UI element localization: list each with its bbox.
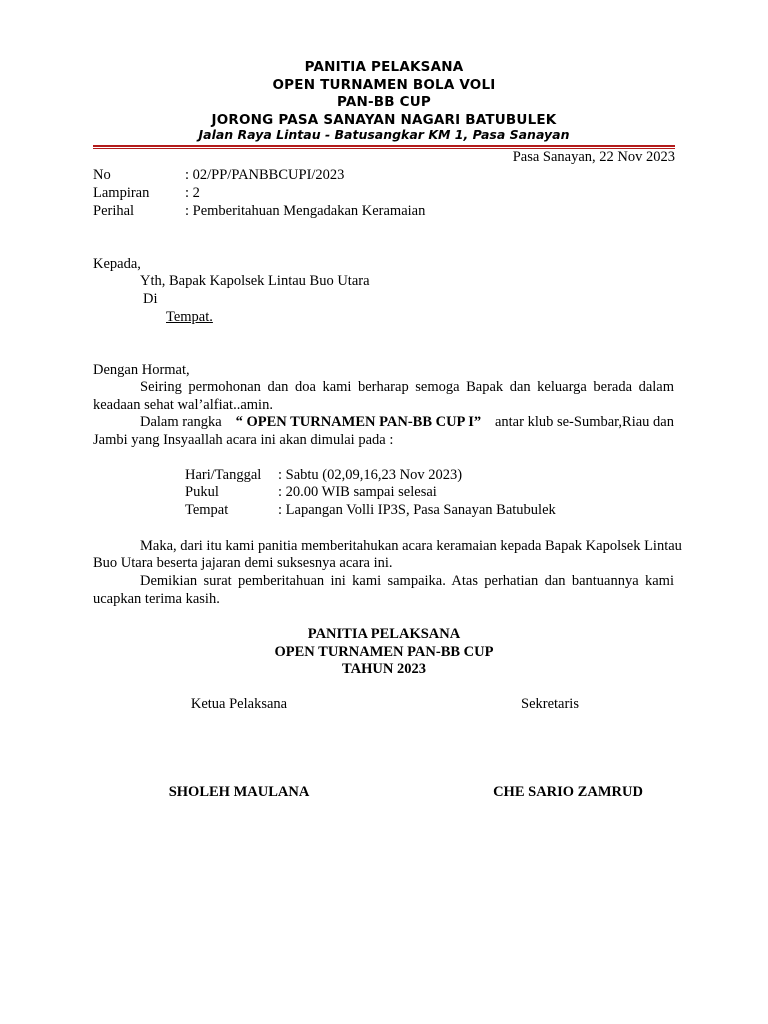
signature-right-name: CHE SARIO ZAMRUD	[493, 784, 643, 800]
paragraph-1-line-1: Seiring permohonan dan doa kami berharap semoga Bapak dan keluarga berada dalam	[140, 379, 674, 395]
schedule-pukul-label: Pukul	[185, 484, 219, 500]
meta-lampiran-value: : 2	[185, 185, 200, 201]
header-rule-thick	[93, 145, 675, 147]
signature-left-name: SHOLEH MAULANA	[168, 784, 310, 800]
schedule-hari-value: : Sabtu (02,09,16,23 Nov 2023)	[278, 467, 463, 483]
paragraph-1-line-2: keadaan sehat wal’alfiat..amin.	[93, 397, 273, 413]
paragraph-4-line-1: Demikian surat pemberitahuan ini kami sampaika. Atas perhatian dan bantuannya kami	[140, 573, 674, 589]
paragraph-4-line-2: ucapkan terima kasih.	[93, 591, 220, 607]
schedule-tempat-value: : Lapangan Volli IP3S, Pasa Sanayan Batubulek	[278, 502, 556, 518]
recipient-name: Yth, Bapak Kapolsek Lintau Buo Utara	[140, 273, 370, 289]
schedule-tempat-label: Tempat	[185, 502, 229, 518]
meta-perihal-label: Perihal	[93, 203, 135, 219]
header-cup-name: PAN-BB CUP	[336, 94, 432, 110]
signature-org-3: TAHUN 2023	[342, 661, 426, 677]
signature-left-role: Ketua Pelaksana	[190, 696, 288, 712]
paragraph-2-post: antar klub se-Sumbar,Riau dan	[494, 414, 674, 430]
meta-no-value: : 02/PP/PANBBCUPI/2023	[185, 167, 345, 183]
header-address: Jalan Raya Lintau - Batusangkar KM 1, Pasa Sanayan	[198, 127, 570, 142]
meta-lampiran-label: Lampiran	[93, 185, 150, 201]
paragraph-2-pre: Dalam rangka	[140, 414, 222, 430]
recipient-di: Di	[143, 291, 158, 307]
recipient-tempat: Tempat.	[166, 309, 213, 325]
header-event-name: OPEN TURNAMEN BOLA VOLI	[272, 77, 496, 93]
place-date: Pasa Sanayan, 22 Nov 2023	[512, 149, 675, 165]
meta-no-label: No	[93, 167, 111, 183]
meta-perihal-value: : Pemberitahuan Mengadakan Keramaian	[185, 203, 426, 219]
paragraph-2-line-2: Jambi yang Insyaallah acara ini akan dimulai pada :	[93, 432, 394, 448]
paragraph-3-line-2: Buo Utara beserta jajaran demi suksesnya acara ini.	[93, 555, 393, 571]
signature-org-1: PANITIA PELAKSANA	[307, 626, 461, 642]
paragraph-3-line-1: Maka, dari itu kami panitia memberitahukan acara keramaian kepada Bapak Kapolsek Lintau	[140, 538, 682, 554]
header-org-name: PANITIA PELAKSANA	[304, 59, 464, 75]
schedule-hari-label: Hari/Tanggal	[185, 467, 262, 483]
paragraph-2-line-1	[140, 413, 674, 431]
event-name-bold: “ OPEN TURNAMEN PAN-BB CUP I”	[235, 414, 482, 430]
salutation: Dengan Hormat,	[93, 362, 190, 378]
recipient-kepada: Kepada,	[93, 256, 141, 272]
schedule-pukul-value: : 20.00 WIB sampai selesai	[278, 484, 437, 500]
signature-org-2: OPEN TURNAMEN PAN-BB CUP	[274, 644, 494, 660]
header-location: JORONG PASA SANAYAN NAGARI BATUBULEK	[211, 112, 557, 128]
signature-right-role: Sekretaris	[521, 696, 579, 712]
